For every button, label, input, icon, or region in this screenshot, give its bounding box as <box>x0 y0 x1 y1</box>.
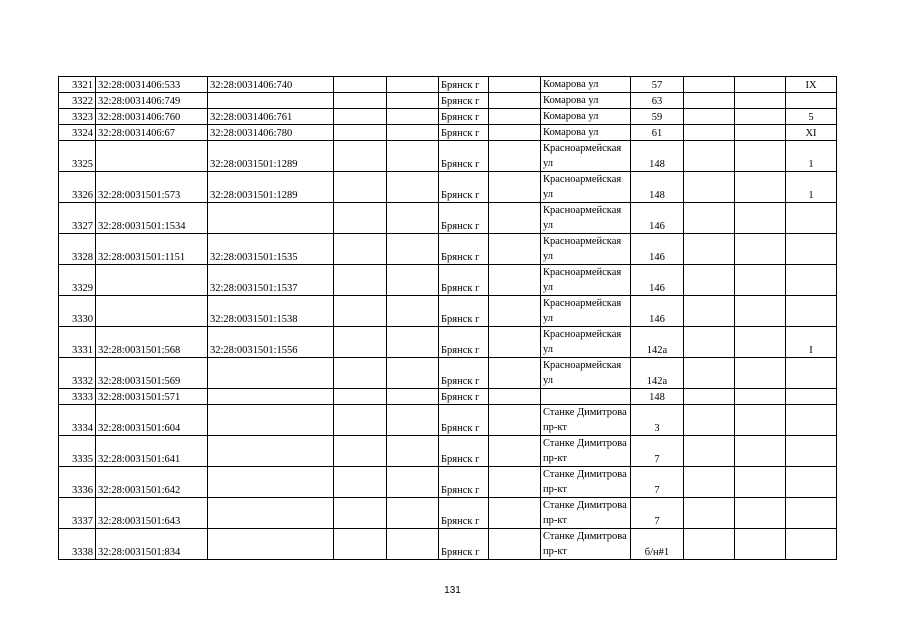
empty-cell <box>735 327 786 358</box>
empty-cell <box>489 141 541 172</box>
building-cadastral-cell: 32:28:0031501:1537 <box>208 265 334 296</box>
empty-cell <box>489 125 541 141</box>
empty-cell <box>735 141 786 172</box>
cadastral-number-cell: 32:28:0031501:1534 <box>96 203 208 234</box>
empty-cell <box>334 467 387 498</box>
cadastral-number-cell: 32:28:0031501:569 <box>96 358 208 389</box>
cadastral-number-cell: 32:28:0031501:573 <box>96 172 208 203</box>
empty-cell <box>334 172 387 203</box>
empty-cell <box>684 77 735 93</box>
empty-cell <box>735 172 786 203</box>
row-number-cell: 3325 <box>59 141 96 172</box>
empty-cell <box>387 77 439 93</box>
empty-cell <box>489 467 541 498</box>
city-cell: Брянск г <box>439 498 489 529</box>
row-number-cell: 3329 <box>59 265 96 296</box>
empty-cell <box>684 358 735 389</box>
city-cell: Брянск г <box>439 234 489 265</box>
street-cell: Красноармейская ул <box>541 234 631 265</box>
building-cadastral-cell <box>208 358 334 389</box>
apartment-cell <box>786 93 837 109</box>
building-cadastral-cell: 32:28:0031501:1289 <box>208 141 334 172</box>
row-number-cell: 3338 <box>59 529 96 560</box>
table-row <box>59 467 837 498</box>
city-cell: Брянск г <box>439 467 489 498</box>
row-number-cell: 3323 <box>59 109 96 125</box>
empty-cell <box>387 498 439 529</box>
building-cadastral-cell <box>208 436 334 467</box>
street-cell: Станке Димитрова пр-кт <box>541 498 631 529</box>
empty-cell <box>735 125 786 141</box>
apartment-cell <box>786 265 837 296</box>
cadastral-number-cell: 32:28:0031406:67 <box>96 125 208 141</box>
building-cadastral-cell: 32:28:0031406:740 <box>208 77 334 93</box>
cadastral-number-cell: 32:28:0031501:642 <box>96 467 208 498</box>
cadastral-number-cell: 32:28:0031406:760 <box>96 109 208 125</box>
empty-cell <box>735 234 786 265</box>
empty-cell <box>387 125 439 141</box>
empty-cell <box>684 296 735 327</box>
row-number-cell: 3333 <box>59 389 96 405</box>
street-cell: Красноармейская ул <box>541 296 631 327</box>
table-row <box>59 405 837 436</box>
building-cadastral-cell: 32:28:0031406:761 <box>208 109 334 125</box>
empty-cell <box>489 93 541 109</box>
building-cadastral-cell: 32:28:0031501:1535 <box>208 234 334 265</box>
table-row <box>59 125 837 141</box>
apartment-cell <box>786 498 837 529</box>
empty-cell <box>387 529 439 560</box>
city-cell: Брянск г <box>439 109 489 125</box>
apartment-cell <box>786 234 837 265</box>
empty-cell <box>387 389 439 405</box>
cadastral-number-cell: 32:28:0031406:749 <box>96 93 208 109</box>
house-number-cell: 63 <box>631 93 684 109</box>
city-cell: Брянск г <box>439 203 489 234</box>
cadastral-number-cell: 32:28:0031501:1151 <box>96 234 208 265</box>
house-number-cell: 148 <box>631 141 684 172</box>
empty-cell <box>735 265 786 296</box>
apartment-cell: 1 <box>786 172 837 203</box>
street-cell: Комарова ул <box>541 109 631 125</box>
house-number-cell: 3 <box>631 405 684 436</box>
apartment-cell <box>786 436 837 467</box>
building-cadastral-cell <box>208 529 334 560</box>
apartment-cell: 5 <box>786 109 837 125</box>
table-row <box>59 141 837 172</box>
row-number-cell: 3321 <box>59 77 96 93</box>
building-cadastral-cell <box>208 389 334 405</box>
empty-cell <box>735 405 786 436</box>
row-number-cell: 3335 <box>59 436 96 467</box>
building-cadastral-cell <box>208 498 334 529</box>
cadastral-number-cell: 32:28:0031501:568 <box>96 327 208 358</box>
street-cell: Красноармейская ул <box>541 265 631 296</box>
table-row <box>59 265 837 296</box>
building-cadastral-cell <box>208 203 334 234</box>
row-number-cell: 3334 <box>59 405 96 436</box>
house-number-cell: б/н#1 <box>631 529 684 560</box>
apartment-cell <box>786 203 837 234</box>
row-number-cell: 3330 <box>59 296 96 327</box>
street-cell: Красноармейская ул <box>541 358 631 389</box>
empty-cell <box>387 327 439 358</box>
empty-cell <box>489 327 541 358</box>
house-number-cell: 142а <box>631 327 684 358</box>
empty-cell <box>387 405 439 436</box>
empty-cell <box>735 93 786 109</box>
empty-cell <box>387 109 439 125</box>
city-cell: Брянск г <box>439 77 489 93</box>
city-cell: Брянск г <box>439 93 489 109</box>
empty-cell <box>735 436 786 467</box>
empty-cell <box>387 93 439 109</box>
empty-cell <box>684 125 735 141</box>
apartment-cell: IX <box>786 77 837 93</box>
house-number-cell: 61 <box>631 125 684 141</box>
table-row <box>59 77 837 93</box>
street-cell: Станке Димитрова пр-кт <box>541 467 631 498</box>
empty-cell <box>684 93 735 109</box>
city-cell: Брянск г <box>439 436 489 467</box>
empty-cell <box>489 172 541 203</box>
street-cell <box>541 389 631 405</box>
empty-cell <box>334 529 387 560</box>
city-cell: Брянск г <box>439 125 489 141</box>
empty-cell <box>334 234 387 265</box>
building-cadastral-cell: 32:28:0031501:1556 <box>208 327 334 358</box>
empty-cell <box>334 327 387 358</box>
row-number-cell: 3332 <box>59 358 96 389</box>
city-cell: Брянск г <box>439 358 489 389</box>
house-number-cell: 142а <box>631 358 684 389</box>
house-number-cell: 7 <box>631 498 684 529</box>
row-number-cell: 3337 <box>59 498 96 529</box>
empty-cell <box>489 498 541 529</box>
empty-cell <box>684 405 735 436</box>
table-row <box>59 109 837 125</box>
street-cell: Красноармейская ул <box>541 172 631 203</box>
empty-cell <box>684 172 735 203</box>
empty-cell <box>684 234 735 265</box>
empty-cell <box>489 203 541 234</box>
row-number-cell: 3327 <box>59 203 96 234</box>
empty-cell <box>684 203 735 234</box>
empty-cell <box>489 77 541 93</box>
cadastral-number-cell: 32:28:0031501:571 <box>96 389 208 405</box>
empty-cell <box>684 327 735 358</box>
empty-cell <box>387 296 439 327</box>
house-number-cell: 146 <box>631 296 684 327</box>
empty-cell <box>684 109 735 125</box>
empty-cell <box>735 498 786 529</box>
empty-cell <box>489 436 541 467</box>
empty-cell <box>387 234 439 265</box>
empty-cell <box>387 203 439 234</box>
house-number-cell: 59 <box>631 109 684 125</box>
cadastral-number-cell: 32:28:0031501:604 <box>96 405 208 436</box>
table-row <box>59 436 837 467</box>
city-cell: Брянск г <box>439 405 489 436</box>
empty-cell <box>735 389 786 405</box>
empty-cell <box>334 141 387 172</box>
city-cell: Брянск г <box>439 172 489 203</box>
building-cadastral-cell: 32:28:0031501:1538 <box>208 296 334 327</box>
house-number-cell: 146 <box>631 203 684 234</box>
empty-cell <box>489 405 541 436</box>
table-row <box>59 327 837 358</box>
empty-cell <box>334 109 387 125</box>
cadastral-number-cell <box>96 265 208 296</box>
empty-cell <box>684 141 735 172</box>
table-row <box>59 93 837 109</box>
row-number-cell: 3324 <box>59 125 96 141</box>
building-cadastral-cell <box>208 467 334 498</box>
table-row <box>59 498 837 529</box>
empty-cell <box>489 389 541 405</box>
empty-cell <box>334 436 387 467</box>
city-cell: Брянск г <box>439 296 489 327</box>
building-cadastral-cell: 32:28:0031406:780 <box>208 125 334 141</box>
house-number-cell: 146 <box>631 234 684 265</box>
city-cell: Брянск г <box>439 265 489 296</box>
house-number-cell: 148 <box>631 389 684 405</box>
city-cell: Брянск г <box>439 389 489 405</box>
cadastral-number-cell <box>96 296 208 327</box>
house-number-cell: 146 <box>631 265 684 296</box>
table-body <box>59 77 837 560</box>
city-cell: Брянск г <box>439 529 489 560</box>
empty-cell <box>387 172 439 203</box>
table-row <box>59 389 837 405</box>
empty-cell <box>334 358 387 389</box>
table-row <box>59 358 837 389</box>
empty-cell <box>387 141 439 172</box>
house-number-cell: 57 <box>631 77 684 93</box>
cadastral-number-cell: 32:28:0031501:834 <box>96 529 208 560</box>
house-number-cell: 7 <box>631 467 684 498</box>
apartment-cell <box>786 405 837 436</box>
row-number-cell: 3326 <box>59 172 96 203</box>
empty-cell <box>334 77 387 93</box>
empty-cell <box>334 203 387 234</box>
empty-cell <box>334 389 387 405</box>
empty-cell <box>334 405 387 436</box>
row-number-cell: 3331 <box>59 327 96 358</box>
empty-cell <box>735 109 786 125</box>
apartment-cell: XI <box>786 125 837 141</box>
empty-cell <box>489 529 541 560</box>
street-cell: Красноармейская ул <box>541 327 631 358</box>
empty-cell <box>489 265 541 296</box>
table-row <box>59 234 837 265</box>
apartment-cell <box>786 467 837 498</box>
empty-cell <box>684 498 735 529</box>
registry-table <box>58 76 837 560</box>
cadastral-number-cell: 32:28:0031406:533 <box>96 77 208 93</box>
street-cell: Комарова ул <box>541 77 631 93</box>
city-cell: Брянск г <box>439 141 489 172</box>
cadastral-number-cell: 32:28:0031501:643 <box>96 498 208 529</box>
building-cadastral-cell <box>208 405 334 436</box>
table-row <box>59 203 837 234</box>
house-number-cell: 148 <box>631 172 684 203</box>
row-number-cell: 3322 <box>59 93 96 109</box>
empty-cell <box>334 125 387 141</box>
street-cell: Комарова ул <box>541 93 631 109</box>
empty-cell <box>387 265 439 296</box>
empty-cell <box>489 296 541 327</box>
street-cell: Красноармейская ул <box>541 203 631 234</box>
empty-cell <box>735 296 786 327</box>
table-row <box>59 172 837 203</box>
empty-cell <box>489 109 541 125</box>
empty-cell <box>334 265 387 296</box>
apartment-cell: 1 <box>786 141 837 172</box>
empty-cell <box>735 467 786 498</box>
building-cadastral-cell <box>208 93 334 109</box>
table-row <box>59 296 837 327</box>
apartment-cell: I <box>786 327 837 358</box>
empty-cell <box>387 436 439 467</box>
street-cell: Станке Димитрова пр-кт <box>541 405 631 436</box>
cadastral-number-cell <box>96 141 208 172</box>
apartment-cell <box>786 529 837 560</box>
street-cell: Станке Димитрова пр-кт <box>541 436 631 467</box>
empty-cell <box>735 358 786 389</box>
empty-cell <box>684 436 735 467</box>
house-number-cell: 7 <box>631 436 684 467</box>
apartment-cell <box>786 296 837 327</box>
cadastral-number-cell: 32:28:0031501:641 <box>96 436 208 467</box>
street-cell: Станке Димитрова пр-кт <box>541 529 631 560</box>
street-cell: Красноармейская ул <box>541 141 631 172</box>
empty-cell <box>489 358 541 389</box>
row-number-cell: 3336 <box>59 467 96 498</box>
building-cadastral-cell: 32:28:0031501:1289 <box>208 172 334 203</box>
empty-cell <box>684 389 735 405</box>
apartment-cell <box>786 358 837 389</box>
empty-cell <box>684 265 735 296</box>
street-cell: Комарова ул <box>541 125 631 141</box>
city-cell: Брянск г <box>439 327 489 358</box>
empty-cell <box>735 77 786 93</box>
empty-cell <box>334 498 387 529</box>
empty-cell <box>334 93 387 109</box>
empty-cell <box>334 296 387 327</box>
apartment-cell <box>786 389 837 405</box>
empty-cell <box>387 358 439 389</box>
empty-cell <box>735 203 786 234</box>
table-row <box>59 529 837 560</box>
empty-cell <box>735 529 786 560</box>
empty-cell <box>489 234 541 265</box>
empty-cell <box>684 467 735 498</box>
row-number-cell: 3328 <box>59 234 96 265</box>
empty-cell <box>684 529 735 560</box>
page-number: 131 <box>444 585 461 596</box>
empty-cell <box>387 467 439 498</box>
